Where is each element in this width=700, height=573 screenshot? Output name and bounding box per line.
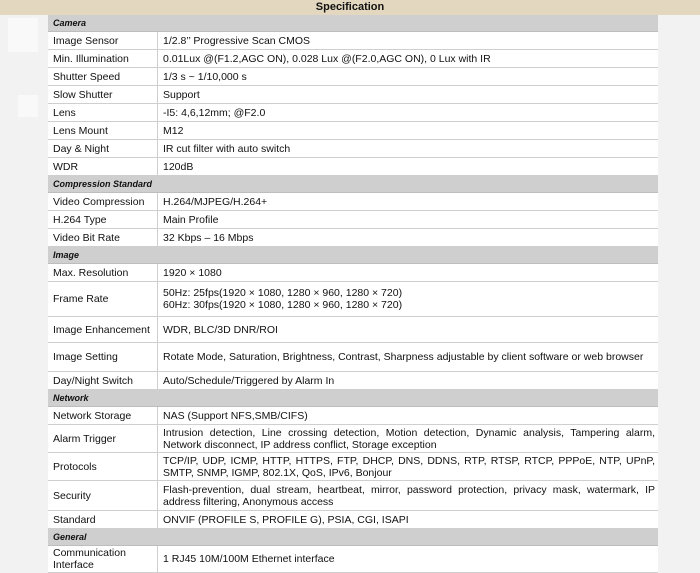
section-header-compression: Compression Standard: [48, 176, 658, 193]
table-row: [48, 481, 658, 511]
row-label: H.264 Type: [48, 211, 158, 228]
row-value: H.264/MJPEG/H.264+: [163, 195, 268, 208]
row-label: Lens: [48, 104, 158, 121]
table-row: [48, 229, 658, 247]
row-value: 1920 × 1080: [163, 266, 222, 279]
row-label: Image Setting: [48, 343, 158, 371]
row-value: 0.01Lux @(F1.2,AGC ON), 0.028 Lux @(F2.0,AGC ON), 0 Lux with IR: [163, 52, 491, 65]
row-label: Min. Illumination: [48, 50, 158, 67]
row-value: M12: [163, 124, 184, 137]
row-value: WDR, BLC/3D DNR/ROI: [163, 323, 278, 336]
row-label: Network Storage: [48, 407, 158, 424]
table-row: [48, 282, 658, 317]
row-label: Video Compression: [48, 193, 158, 210]
row-label: Security: [48, 481, 158, 510]
row-value: IR cut filter with auto switch: [163, 142, 291, 155]
background-decoration: [18, 95, 38, 117]
row-label: Max. Resolution: [48, 264, 158, 281]
table-row: [48, 511, 658, 529]
row-value: ONVIF (PROFILE S, PROFILE G), PSIA, CGI, ISAPI: [163, 513, 409, 526]
row-value: Intrusion detection, Line crossing detection, Motion detection, Dynamic analysis, Tampering alarm, Network disconnect, IP address conflict, Storage exception: [163, 426, 655, 451]
table-row: [48, 158, 658, 176]
row-label: Day/Night Switch: [48, 372, 158, 389]
section-header-camera: Camera: [48, 15, 658, 32]
row-value: Auto/Schedule/Triggered by Alarm In: [163, 374, 335, 387]
row-label: Lens Mount: [48, 122, 158, 139]
table-row: [48, 122, 658, 140]
row-label: Protocols: [48, 453, 158, 480]
row-value: 32 Kbps – 16 Mbps: [163, 231, 254, 244]
table-row: [48, 68, 658, 86]
row-label: Image Enhancement: [48, 317, 158, 342]
row-value: Main Profile: [163, 213, 219, 226]
row-value: -I5: 4,6,12mm; @F2.0: [163, 106, 266, 119]
row-label: WDR: [48, 158, 158, 175]
table-row: [48, 104, 658, 122]
table-row: [48, 211, 658, 229]
table-row: [48, 407, 658, 425]
section-header-general: General: [48, 529, 658, 546]
table-row: [48, 453, 658, 481]
row-label: Image Sensor: [48, 32, 158, 49]
table-row: [48, 343, 658, 372]
table-row: [48, 32, 658, 50]
row-value: NAS (Support NFS,SMB/CIFS): [163, 409, 308, 422]
table-row: [48, 372, 658, 390]
row-label: Standard: [48, 511, 158, 528]
row-value: Flash-prevention, dual stream, heartbeat, mirror, password protection, privacy mask, watermark, IP address filtering, Anonymous access: [163, 483, 655, 508]
spec-table: [48, 15, 658, 573]
table-row: [48, 264, 658, 282]
row-label: Slow Shutter: [48, 86, 158, 103]
row-value: 1/3 s ~ 1/10,000 s: [163, 70, 247, 83]
row-label: Alarm Trigger: [48, 425, 158, 452]
table-row: [48, 317, 658, 343]
table-row: [48, 50, 658, 68]
row-label: Communication Interface: [48, 546, 158, 572]
row-label: Frame Rate: [48, 282, 158, 316]
row-label: Video Bit Rate: [48, 229, 158, 246]
section-header-image: Image: [48, 247, 658, 264]
section-header-network: Network: [48, 390, 658, 407]
row-value: 120dB: [163, 160, 194, 173]
table-row: [48, 546, 658, 573]
row-value: 50Hz: 25fps(1920 × 1080, 1280 × 960, 1280 × 720) 60Hz: 30fps(1920 × 1080, 1280 × 960, 1280 × 720): [163, 287, 403, 311]
table-row: [48, 193, 658, 211]
table-row: [48, 86, 658, 104]
row-value: Rotate Mode, Saturation, Brightness, Contrast, Sharpness adjustable by client software or web browser: [163, 351, 644, 363]
page-title: Specification: [0, 0, 700, 15]
row-value: Support: [163, 88, 200, 101]
row-label: Shutter Speed: [48, 68, 158, 85]
row-value: 1/2.8’’ Progressive Scan CMOS: [163, 34, 311, 47]
table-row: [48, 425, 658, 453]
row-value: 1 RJ45 10M/100M Ethernet interface: [163, 553, 335, 565]
row-label: Day & Night: [48, 140, 158, 157]
row-value: TCP/IP, UDP, ICMP, HTTP, HTTPS, FTP, DHCP, DNS, DDNS, RTP, RTSP, RTCP, PPPoE, NTP, UPnP, SMTP, SNMP, IGMP, 802.1X, QoS, IPv6, Bonjour: [163, 454, 655, 479]
table-row: [48, 140, 658, 158]
background-decoration: [8, 18, 38, 52]
